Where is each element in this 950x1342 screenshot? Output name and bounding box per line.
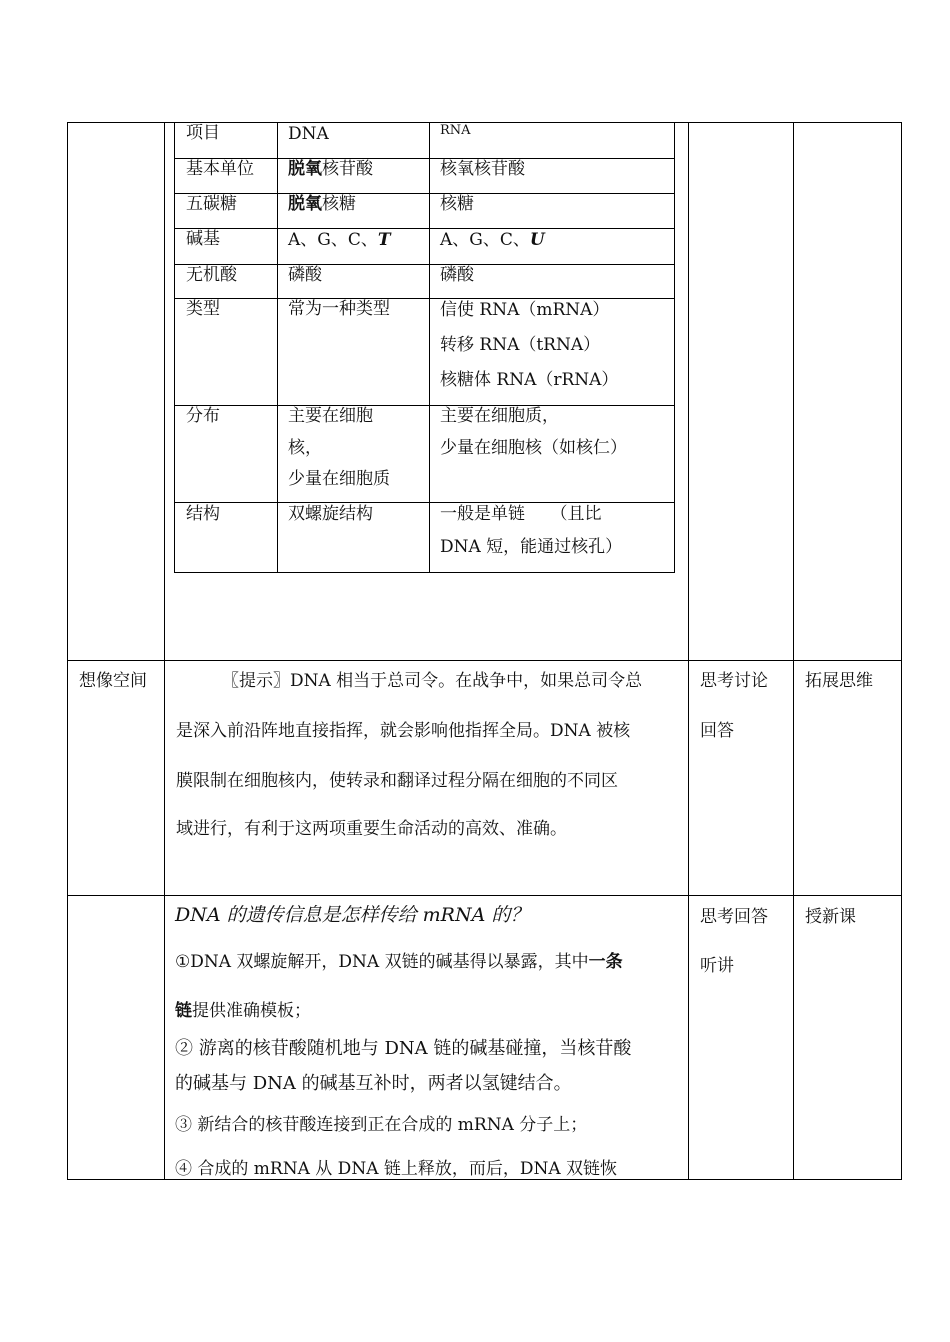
compare-row-dna-line: 少量在细胞质 [288, 469, 390, 489]
compare-row-dna [288, 223, 391, 257]
step-3: ③ 新结合的核苷酸连接到正在合成的 mRNA 分子上； [175, 1115, 588, 1135]
text-span: A、G、C、 [288, 230, 378, 250]
teaching-intent: 拓展思维 [805, 671, 873, 691]
compare-row-label: 碱基 [186, 229, 220, 249]
compare-row-rna-line: 核糖体 RNA（rRNA） [440, 370, 619, 390]
compare-row-line [174, 572, 675, 573]
compare-row-line [174, 193, 675, 194]
text-span: 核苷酸 [322, 159, 373, 179]
compare-header-rna: RNA [440, 123, 471, 138]
compare-row-rna-line: 主要在细胞质， [440, 406, 559, 426]
compare-row-rna-line: 转移 RNA（tRNA） [440, 335, 601, 355]
hint-line: 膜限制在细胞核内，使转录和翻译过程分隔在细胞的不同区 [176, 771, 618, 791]
compare-row-label: 五碳糖 [186, 194, 237, 214]
transcription-question: DNA 的遗传信息是怎样传给 mRNA 的？ [175, 904, 530, 926]
hint-line: 是深入前沿阵地直接指挥，就会影响他指挥全局。DNA 被核 [176, 721, 631, 741]
compare-row-dna [288, 152, 373, 186]
compare-row-rna [440, 223, 545, 257]
outer-col-line-2 [688, 122, 689, 1180]
text-span: 核糖 [322, 194, 356, 214]
compare-row-dna-line: 核， [288, 438, 322, 458]
student-activity: 回答 [700, 721, 734, 741]
compare-row-rna: 核氧核苷酸 [440, 159, 525, 179]
step-bold: 链 [175, 1001, 192, 1021]
step-2: ② 游离的核苷酸随机地与 DNA 链的碱基碰撞，当核苷酸 [175, 1038, 632, 1059]
compare-row-dna-line: 主要在细胞 [288, 406, 373, 426]
hint-line: 域进行，有利于这两项重要生命活动的高效、准确。 [176, 819, 567, 839]
bold-text: 脱氧 [288, 159, 322, 179]
compare-row-line [174, 228, 675, 229]
compare-row-rna: 核糖 [440, 194, 474, 214]
compare-row-label: 无机酸 [186, 265, 237, 285]
step-text: ①DNA 双螺旋解开，DNA 双链的碱基得以暴露，其中 [175, 952, 589, 972]
compare-row-rna-line: 一般是单链 （且比 [440, 504, 602, 524]
compare-header-dna: DNA [288, 124, 329, 144]
hint-line: 〖提示〗DNA 相当于总司令。在战争中，如果总司令总 [222, 671, 643, 691]
outer-col-line-4 [901, 122, 902, 1180]
student-activity: 思考讨论 [700, 671, 768, 691]
outer-col-line-1 [164, 122, 165, 1180]
compare-col-line-1 [277, 122, 278, 573]
compare-row-label: 分布 [186, 406, 220, 426]
compare-row-dna [288, 187, 356, 221]
base-u: U [529, 230, 545, 250]
step-1-cont [175, 996, 311, 1021]
step-bold: 一条 [588, 952, 623, 972]
outer-bottom-border [67, 1179, 902, 1180]
bold-text: 脱氧 [288, 194, 322, 214]
compare-col-line-0 [174, 122, 175, 573]
step-4: ④ 合成的 mRNA 从 DNA 链上释放，而后，DNA 双链恢 [175, 1159, 618, 1179]
compare-row-rna-line: 信使 RNA（mRNA） [440, 300, 610, 320]
compare-row-line [174, 405, 675, 406]
outer-col-line-0 [67, 122, 68, 1180]
section-label-imagine: 想像空间 [79, 671, 147, 691]
compare-row-rna-line: DNA 短，能通过核孔） [440, 537, 623, 557]
compare-row-rna-line: 少量在细胞核（如核仁） [440, 438, 627, 458]
text-span: A、G、C、 [440, 230, 530, 250]
compare-row-label: 类型 [186, 299, 220, 319]
teaching-intent: 授新课 [805, 907, 856, 927]
outer-row-divider-2 [67, 895, 902, 896]
compare-header-item: 项目 [186, 123, 220, 143]
compare-row-dna: 常为一种类型 [288, 299, 390, 319]
step-1 [175, 947, 623, 972]
compare-row-line [174, 264, 675, 265]
compare-row-rna: 磷酸 [440, 265, 474, 285]
step-2-cont: 的碱基与 DNA 的碱基互补时，两者以氢键结合。 [175, 1073, 572, 1094]
compare-row-dna: 磷酸 [288, 265, 322, 285]
student-activity: 思考回答 [700, 907, 768, 927]
outer-col-line-3 [793, 122, 794, 1180]
step-text: 提供准确模板； [192, 1001, 311, 1021]
student-activity: 听讲 [700, 956, 734, 976]
compare-col-line-3 [674, 122, 675, 573]
compare-col-line-2 [429, 122, 430, 573]
outer-row-divider-1 [67, 660, 902, 661]
base-t: T [377, 230, 391, 250]
compare-row-label: 基本单位 [186, 159, 254, 179]
compare-row-label: 结构 [186, 504, 220, 524]
compare-row-dna: 双螺旋结构 [288, 504, 373, 524]
